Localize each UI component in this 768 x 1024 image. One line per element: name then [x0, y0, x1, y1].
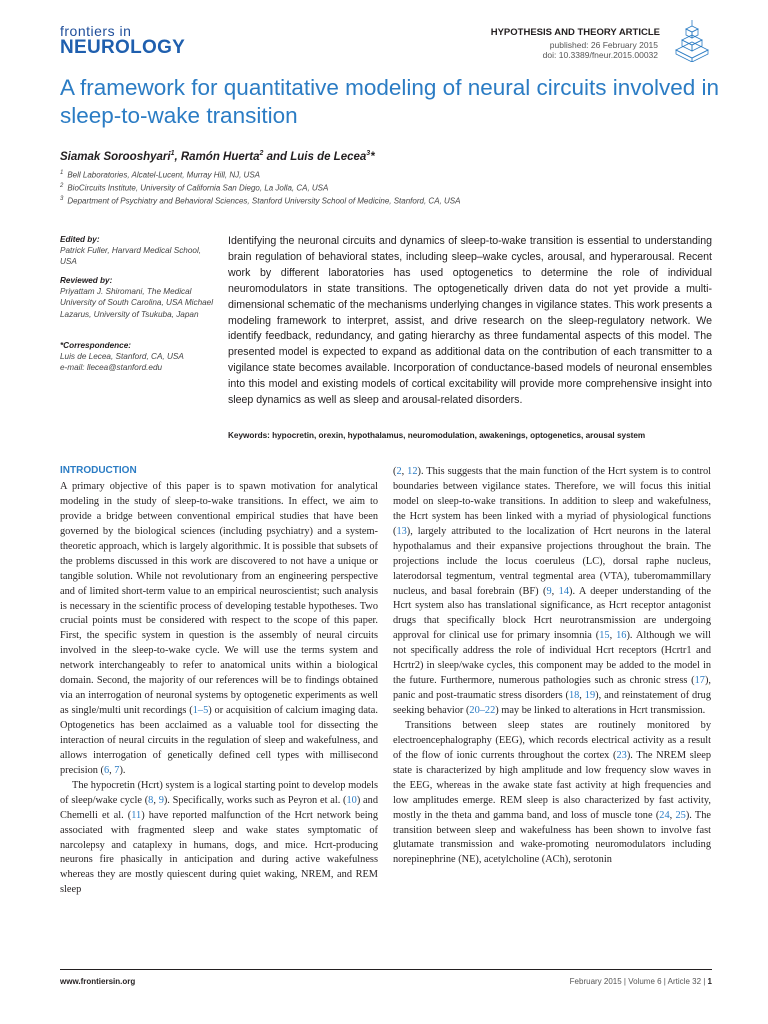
paragraph: The hypocretin (Hcrt) system is a logical starting point to develop models of sleep/wake cycle (8, 9). Specifically, works such as Peyron et al. (10) and Chemelli et al. (11) have reported malfunction of the Hcrt network being associated with fragmented sleep and wake states symptomatic of narcolepsy and cataplexy in humans, dogs, and mice. Hcrt-producing neurons fire phasically in anticipation and during active wakefulness whereas they are mostly quiescent during quiet waking, NREM, and REM sleep	[60, 779, 378, 896]
affiliation	[60, 170, 260, 180]
affil-number: 2	[60, 183, 64, 189]
abstract: Identifying the neuronal circuits and dynamics of sleep-to-wake transition is essential to understanding brain regulation of behavioral states, including sleep–wake cycles, arousal, and hyperarousal. Recent work by different laboratories has used optogenetics to determine the role of individual neuromodulators in state transitions. The optogenetically driven data do not yet provide a multi-dimensional schematic of the mechanisms underlying changes in vigilance states. This work presents a modeling framework to interpret, assist, and drive research on the sleep-regulatory network. We identify feedback, redundancy, and gating hierarchy as three fundamental aspects of this model. The presented model is expected to expand as additional data on the contribution of each transmitter to a vigilance state becomes available. Incorporation of conductance-based models of neuronal ensembles into this model and existing models of cortical excitability will provide more comprehensive insight into sleep dynamics as well as sleep and arousal-related disorders.	[228, 235, 712, 407]
citation-link[interactable]: 13	[396, 525, 407, 537]
citation-link[interactable]: 7	[114, 764, 120, 776]
affil-mark: 3	[366, 150, 371, 157]
journal-cube-icon	[672, 20, 712, 62]
affil-number: 3	[60, 196, 64, 202]
affil-mark: 1	[170, 150, 175, 157]
citation-link[interactable]: 12	[407, 466, 418, 477]
citation-link[interactable]: 18	[568, 690, 580, 702]
citation-link[interactable]: 2	[396, 466, 402, 477]
edited-by	[60, 234, 220, 268]
correspondence-label: *Correspondence:	[60, 341, 131, 350]
affil-text: Department of Psychiatry and Behavioral Sciences, Stanford University School of Medicine, Stanford, CA, USA	[67, 196, 461, 206]
reviewed-by-text: Priyattam J. Shiromani, The Medical University of South Carolina, USA Michael Lazarus, University of Tsukuba, Japan	[60, 287, 214, 319]
journal-logo-top: frontiers in	[60, 23, 132, 39]
citation-link[interactable]: 17	[694, 675, 705, 687]
keywords: Keywords: hypocretin, orexin, hypothalamus, neuromodulation, awakenings, optogenetics, arousal system	[228, 431, 646, 440]
article-title: A framework for quantitative modeling of neural circuits involved in sleep-to-wake transition	[60, 75, 720, 128]
citation-link[interactable]: 24	[659, 809, 670, 821]
citation-link[interactable]: 14	[558, 585, 570, 597]
citation-link[interactable]: 11	[131, 809, 142, 821]
citation-link[interactable]: 10	[346, 794, 357, 806]
citation-link[interactable]: 19	[584, 690, 596, 702]
published-date: published: 26 February 2015	[549, 40, 658, 50]
article-type: HYPOTHESIS AND THEORY ARTICLE	[490, 27, 660, 38]
citation-link[interactable]: 1–5	[192, 705, 209, 717]
paragraph: (2, 12). This suggests that the main function of the Hcrt system is to control boundaries between vigilance states. Therefore, we will focus this initial model on sleep-to-wake transitions. In addition to sleep and wakefulness, the Hcrt system has been linked with a myriad of physiological functions (13), largely attributed to the localization of Hcrt neurons in the lateral hypothalamus and their expansive projections throughout the brain. The projections include the locus coeruleus (LC), dorsal raphe nucleus, laterodorsal tegmentum, ventral tegmental area (VTA), tuberomammillary nucleus, and basal forebrain (BF) (9, 14). A deeper understanding of the Hcrt system also has translational significance, as Hcrt receptor antagonist drugs that specifically block Hcrt neurotransmission are undergoing approval for clinical use for primary insomnia (15, 16). Although we will not specifically address the role of individual Hcrt receptors (Hcrtr1 and Hcrtr2) in sleep/wake cycles, this component may be added to the model in the future. Furthermore, numerous pathologies such as chronic stress (17), panic and post-traumatic stress disorders (18, 19), and reinstatement of drug seeking behavior (20–22) may be linked to alterations in Hcrt transmission.	[393, 466, 712, 716]
section-heading-introduction: INTRODUCTION	[60, 465, 137, 476]
correspondence-text: Luis de Lecea, Stanford, CA, USA	[60, 352, 184, 362]
issue-info: February 2015 | Volume 6 | Article 32 | 1	[569, 977, 712, 986]
citation-link[interactable]: 15	[599, 630, 610, 642]
author-name: Siamak Sorooshyari	[60, 150, 171, 163]
affil-number: 1	[60, 170, 64, 176]
citation-link[interactable]: 9	[546, 585, 552, 597]
correspondence	[60, 340, 220, 374]
body-column-left	[60, 480, 378, 898]
reviewed-by	[60, 275, 220, 320]
reviewed-by-label: Reviewed by:	[60, 276, 113, 285]
affiliation	[60, 196, 460, 206]
paragraph: Transitions between sleep states are routinely monitored by electroencephalography (EEG), which records electrical activity as a result of the flow of ionic currents throughout the cortex (23). The NREM sleep state is characterized by high amplitude and low frequency slow waves in the EEG, whereas in the awake state fast activity at high frequencies and low amplitudes emerge. REM sleep is also characterized by fast activity, mostly in the theta and gamma band, and loss of muscle tone (24, 25). The transition between sleep and wakefulness has been shown to involve fast glutamate transmission and wake-promoting neuromodulators including norepinephrine (NE), acetylcholine (ACh), serotonin	[393, 719, 712, 866]
edited-by-text: Patrick Fuller, Harvard Medical School, USA	[60, 246, 202, 267]
journal-website[interactable]: www.frontiersin.org	[60, 977, 136, 986]
citation-link[interactable]: 8	[148, 794, 154, 806]
citation-link[interactable]: 16	[616, 630, 627, 642]
author-name: Luis de Lecea	[290, 150, 367, 163]
doi: doi: 10.3389/fneur.2015.00032	[542, 50, 658, 60]
author-sep: and	[263, 150, 291, 163]
author-list	[60, 150, 375, 163]
author-sep: ,	[174, 150, 181, 163]
affiliation	[60, 183, 328, 193]
author-name: Ramón Huerta	[180, 150, 260, 163]
paragraph: A primary objective of this paper is to spawn motivation for analytical modeling in the study of sleep-to-wake transitions. In effect, we aim to provide a bridge between conventional empirical studies that have been governed by the biological sciences (including psychiatry) and a system-theoretic approach, which is largely algorithmic. It is possible that subsets of the problems discussed in this work are discovered to not have a unique or tangible solution. While not revolutionary from an engineering perspective and of limited short-term value to an empirical neuroscientist; such analysis is necessary in the scientific process of developing testable hypotheses. Two crucial points must be considered with respect to the scope of this paper. First, the specific system in question is the assembly of neural circuits involved in the sleep-to-wake cycle. We will use the terms system and network interchangeably to refer to anatomical units within a biological domain. Second, the majority of our references will be to findings obtained via an interrogation of neuronal systems by optogenetic experiments as well as single/multi unit recordings (1–5) or acquisition of calcium imaging data. Optogenetics has been acclaimed as a valuable tool for dissecting the interaction of neural circuits in the regulation of sleep and wakefulness, and allows interrogation of genetically defined cell types with millisecond precision (6, 7).	[60, 481, 378, 776]
footer-divider	[60, 969, 712, 970]
citation-link[interactable]: 25	[675, 809, 686, 821]
citation-link[interactable]: 6	[103, 764, 110, 776]
body-column-right	[393, 465, 711, 868]
affil-text: BioCircuits Institute, University of California San Diego, La Jolla, CA, USA	[67, 183, 329, 193]
page-number: 1	[707, 977, 712, 986]
corresponding-mark: *	[370, 150, 375, 163]
affil-text: Bell Laboratories, Alcatel-Lucent, Murray Hill, NJ, USA	[67, 170, 261, 180]
edited-by-label: Edited by:	[60, 235, 100, 244]
citation-link[interactable]: 9	[158, 794, 164, 806]
correspondence-email[interactable]: e-mail: llecea@stanford.edu	[60, 363, 163, 373]
affil-mark: 2	[259, 150, 264, 157]
citation-link[interactable]: 20–22	[469, 705, 496, 716]
journal-logo-name: NEUROLOGY	[60, 37, 186, 58]
citation-link[interactable]: 23	[616, 749, 627, 761]
